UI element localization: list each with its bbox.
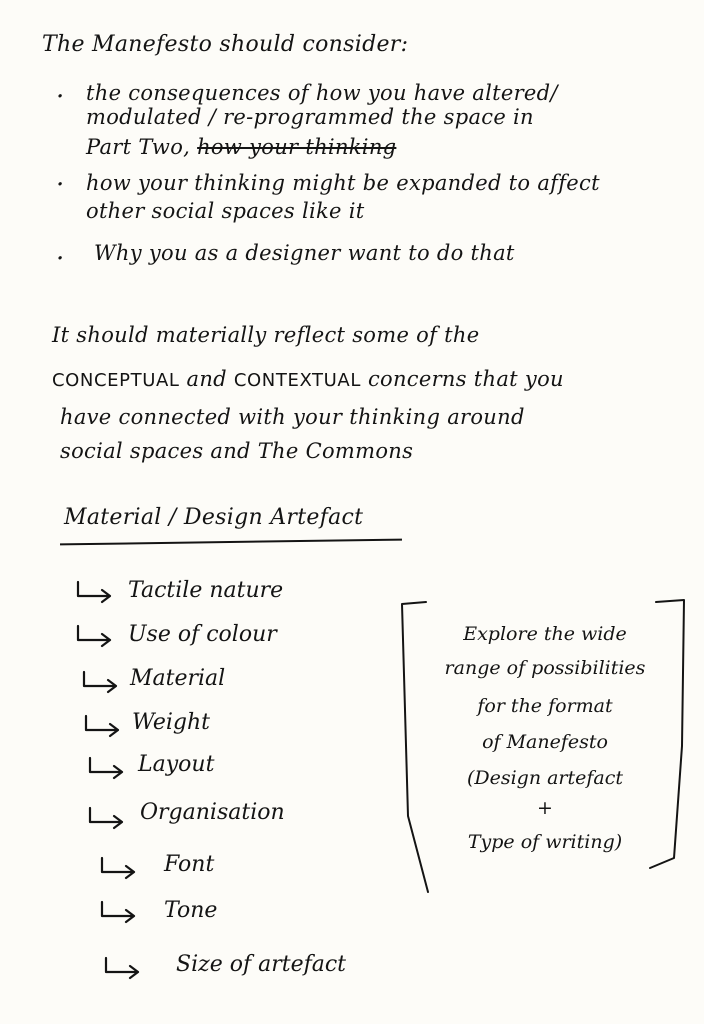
bullet-1-line-3 (86, 134, 396, 160)
hook-arrow-icon (96, 900, 142, 924)
bullet-3-line-1: Why you as a designer want to do that (94, 241, 515, 265)
hook-arrow-icon (100, 956, 146, 980)
artefact-item: Organisation (140, 800, 285, 825)
section-title: Material / Design Artefact (64, 505, 364, 530)
paragraph-word-contextual: CONTEXTUAL (233, 370, 361, 391)
bullet-dot: · (56, 170, 65, 200)
paragraph-line-4: social spaces and The Commons (60, 439, 414, 463)
hook-arrow-icon (72, 580, 118, 604)
note-line-5: (Design artefact (466, 767, 624, 789)
paragraph-line-2-rest: concerns that you (367, 367, 564, 391)
hook-arrow-icon (72, 624, 118, 648)
paragraph-line-2 (52, 366, 564, 394)
paragraph-line-1: It should materially reflect some of the (52, 323, 480, 347)
hook-arrow-icon (84, 756, 130, 780)
paragraph-word-conceptual: CONCEPTUAL (52, 370, 180, 391)
artefact-item: Tactile nature (128, 578, 284, 603)
note-line-7: Type of writing) (467, 831, 623, 853)
hook-arrow-icon (78, 670, 124, 694)
bullet-1-line-2: modulated / re-programmed the space in (86, 105, 534, 129)
note-line-4: of Manefesto (482, 731, 608, 753)
bullet-1-line-1: the consequences of how you have altered/ (86, 81, 558, 105)
artefact-item: Weight (132, 710, 210, 735)
artefact-item: Material (130, 666, 226, 691)
hook-arrow-icon (96, 856, 142, 880)
artefact-item: Font (164, 852, 215, 877)
bullet-1-line-3-prefix: Part Two, (86, 135, 191, 159)
bullet-2-line-1: how your thinking might be expanded to affect (86, 171, 600, 195)
paragraph-line-3: have connected with your thinking around (60, 405, 525, 429)
bullet-dot: · (56, 82, 65, 112)
note-line-2: range of possibilities (444, 657, 646, 679)
paragraph-word-and: and (186, 367, 227, 391)
note-line-6: + (537, 797, 553, 819)
note-line-3: for the format (477, 695, 613, 717)
hook-arrow-icon (80, 714, 126, 738)
section-title-underline (60, 539, 402, 546)
bullet-2-line-2: other social spaces like it (86, 199, 365, 223)
page-heading: The Manefesto should consider: (42, 32, 409, 57)
hook-arrow-icon (84, 806, 130, 830)
artefact-item: Use of colour (128, 622, 277, 647)
bullet-dot: · (56, 244, 65, 274)
struck-out-text: how your thinking (197, 135, 397, 159)
artefact-item: Layout (138, 752, 215, 777)
artefact-item: Tone (164, 898, 218, 923)
note-line-1: Explore the wide (463, 623, 627, 645)
artefact-item: Size of artefact (176, 952, 347, 977)
